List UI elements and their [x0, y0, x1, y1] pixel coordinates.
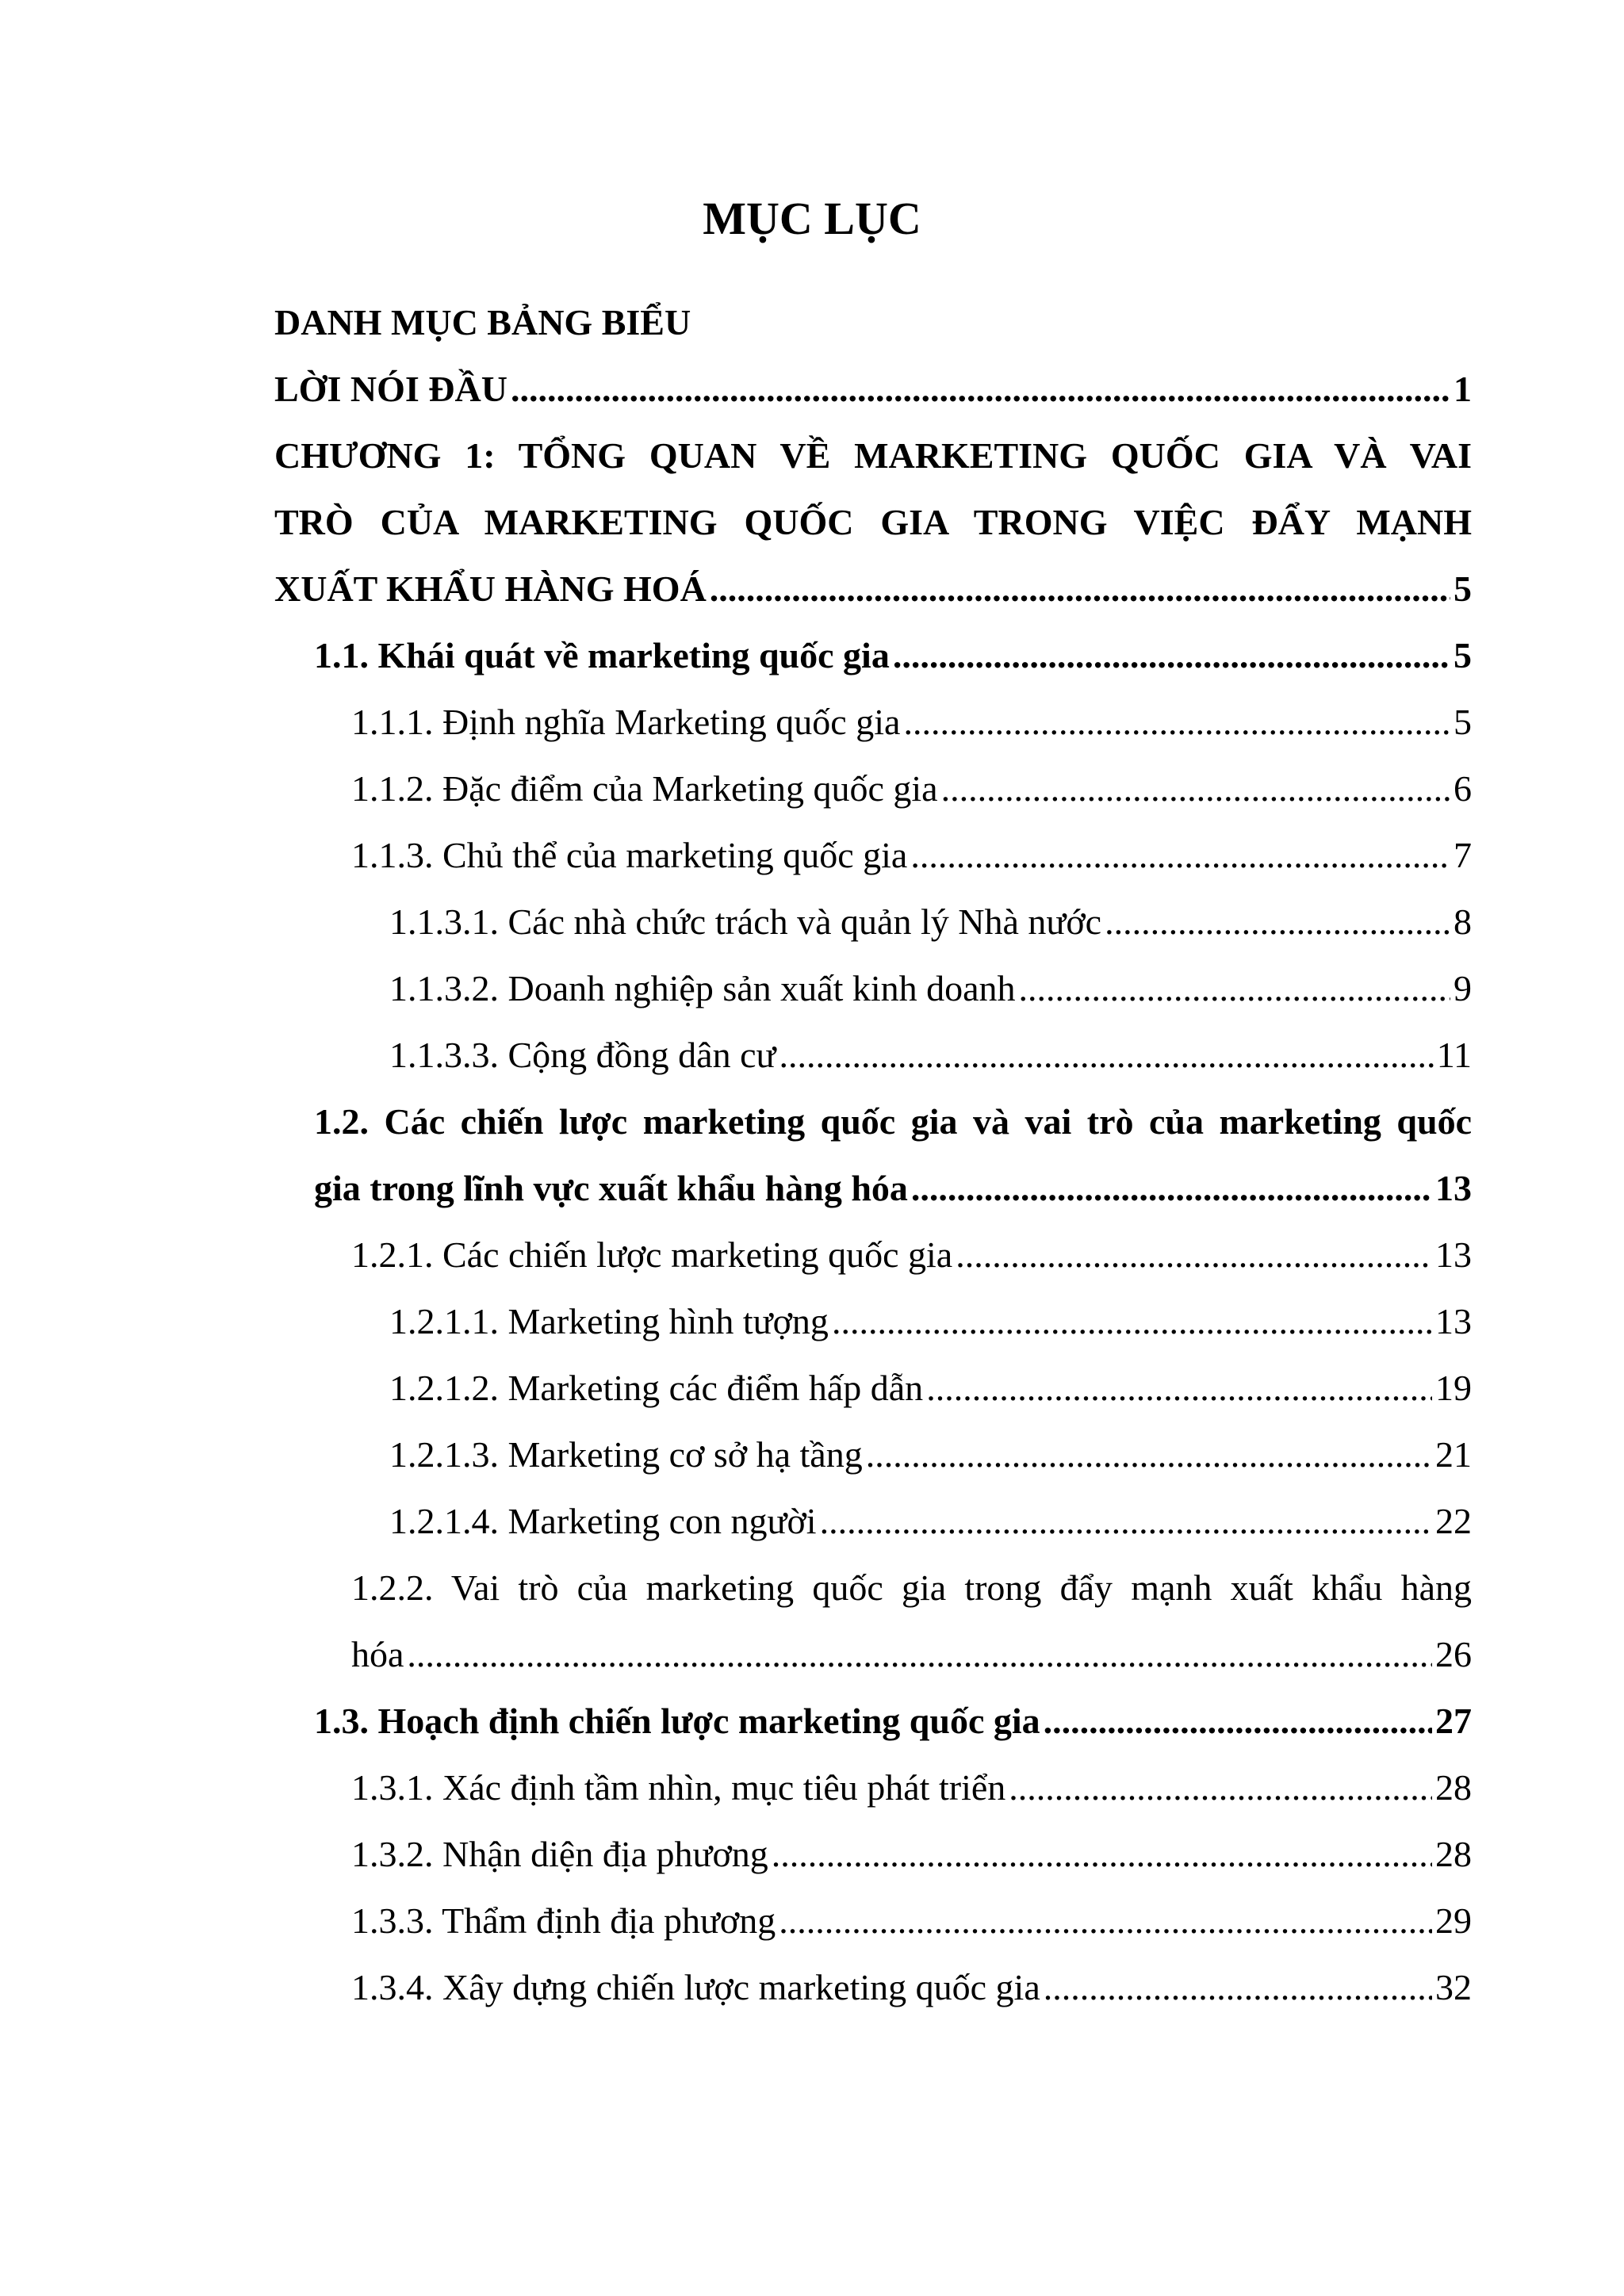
toc-dot-leader	[903, 689, 1450, 756]
toc-entry-1-1-3-3[interactable]	[389, 1022, 1472, 1089]
toc-entry-text: gia trong lĩnh vực xuất khẩu hàng hóa	[314, 1168, 908, 1208]
toc-entry-text: CHƯƠNG 1: TỔNG QUAN VỀ MARKETING QUỐC GIA VÀ VAI	[274, 435, 1472, 476]
toc-entry-text: 1.1.3. Chủ thể của marketing quốc gia	[351, 835, 908, 875]
toc-dot-leader	[832, 1288, 1432, 1355]
toc-dot-leader	[710, 556, 1450, 622]
toc-entry-1-1-1[interactable]	[351, 689, 1472, 756]
toc-entry-text: 1.1. Khái quát về marketing quốc gia	[314, 635, 890, 675]
toc-page-number: 22	[1435, 1501, 1472, 1541]
toc-page-number: 13	[1435, 1168, 1472, 1208]
toc-dot-leader	[866, 1422, 1432, 1488]
toc-entry-1-3-3[interactable]	[351, 1888, 1472, 1954]
toc-entry-1-3-1[interactable]	[351, 1755, 1472, 1821]
toc-page-number: 26	[1435, 1634, 1472, 1674]
toc-page-number: 11	[1436, 1035, 1472, 1075]
toc-dot-leader	[1009, 1755, 1432, 1821]
toc-entry-1-2-1-4[interactable]	[389, 1488, 1472, 1555]
toc-entry-text: LỜI NÓI ĐẦU	[274, 369, 508, 409]
toc-entry-text: 1.2.2. Vai trò của marketing quốc gia trong đẩy mạnh xuất khẩu hàng	[351, 1567, 1472, 1608]
toc-entry-1-2-2-line-1[interactable]	[351, 1555, 1472, 1621]
toc-title: MỤC LỤC	[703, 193, 921, 244]
toc-dot-leader	[1044, 1688, 1432, 1755]
toc-entry-preface[interactable]	[274, 356, 1472, 423]
toc-dot-leader	[1105, 889, 1450, 955]
toc-page-number: 28	[1435, 1767, 1472, 1808]
toc-entry-text: 1.3.2. Nhận diện địa phương	[351, 1834, 768, 1874]
toc-dot-leader	[941, 756, 1450, 822]
toc-dot-leader	[956, 1222, 1432, 1288]
toc-entry-list-of-tables[interactable]	[274, 289, 1472, 356]
toc-dot-leader	[911, 1155, 1432, 1222]
toc-page-number: 5	[1454, 568, 1472, 609]
toc-page-number: 13	[1435, 1234, 1472, 1275]
toc-entry-text: 1.3.1. Xác định tầm nhìn, mục tiêu phát triển	[351, 1767, 1006, 1808]
toc-page-number: 29	[1435, 1900, 1472, 1941]
toc-entry-1-3[interactable]	[314, 1688, 1472, 1755]
toc-entry-text: 1.2.1.1. Marketing hình tượng	[389, 1301, 829, 1341]
toc-entry-text: DANH MỤC BẢNG BIỂU	[274, 302, 691, 342]
toc-dot-leader	[511, 356, 1450, 423]
toc-entry-text: TRÒ CỦA MARKETING QUỐC GIA TRONG VIỆC ĐẨY MẠNH	[274, 502, 1472, 542]
toc-page-number: 32	[1435, 1967, 1472, 2007]
toc-dot-leader	[407, 1621, 1432, 1688]
toc-entry-text: 1.1.1. Định nghĩa Marketing quốc gia	[351, 702, 901, 742]
toc-entry-chapter-1-line-3[interactable]	[274, 556, 1472, 622]
toc-page-number: 8	[1454, 901, 1472, 942]
toc-dot-leader	[926, 1355, 1432, 1422]
toc-entry-text: 1.3.4. Xây dựng chiến lược marketing quốc gia	[351, 1967, 1040, 2007]
toc-page-number: 5	[1454, 635, 1472, 675]
toc-entry-text: 1.2. Các chiến lược marketing quốc gia và vai trò của marketing quốc	[314, 1101, 1472, 1142]
toc-entry-1-1-2[interactable]	[351, 756, 1472, 822]
toc-page-number: 1	[1454, 369, 1472, 409]
toc-entry-1-1-3-2[interactable]	[389, 955, 1472, 1022]
toc-entry-chapter-1-line-1[interactable]	[274, 423, 1472, 489]
toc-entry-1-1-3-1[interactable]	[389, 889, 1472, 955]
toc-entry-1-3-2[interactable]	[351, 1821, 1472, 1888]
toc-entry-1-1-3[interactable]	[351, 822, 1472, 889]
toc-dot-leader	[893, 622, 1450, 689]
toc-page-number: 5	[1454, 702, 1472, 742]
toc-page-number: 19	[1435, 1368, 1472, 1408]
toc-entry-text: 1.2.1.2. Marketing các điểm hấp dẫn	[389, 1368, 924, 1408]
toc-entry-1-2-1-3[interactable]	[389, 1422, 1472, 1488]
toc-entry-text: XUẤT KHẨU HÀNG HOÁ	[274, 568, 707, 609]
toc-dot-leader	[772, 1821, 1432, 1888]
toc-entry-1-2-1-2[interactable]	[389, 1355, 1472, 1422]
toc-entry-1-2-2-line-2[interactable]	[351, 1621, 1472, 1688]
toc-dot-leader	[1044, 1954, 1432, 2021]
toc-entry-text: hóa	[351, 1634, 404, 1674]
toc-entry-text: 1.1.3.1. Các nhà chức trách và quản lý Nhà nước	[389, 901, 1102, 942]
toc-entry-text: 1.3.3. Thẩm định địa phương	[351, 1900, 776, 1941]
toc-entry-1-2-1[interactable]	[351, 1222, 1472, 1288]
toc-entry-text: 1.2.1. Các chiến lược marketing quốc gia	[351, 1234, 953, 1275]
toc-dot-leader	[1019, 955, 1450, 1022]
toc-page-number: 13	[1435, 1301, 1472, 1341]
toc-page-number: 27	[1435, 1701, 1472, 1741]
toc-entry-1-2-1-1[interactable]	[389, 1288, 1472, 1355]
toc-entry-text: 1.3. Hoạch định chiến lược marketing quốc gia	[314, 1701, 1040, 1741]
toc-entry-1-2-line-1[interactable]	[314, 1089, 1472, 1155]
toc-dot-leader	[820, 1488, 1432, 1555]
toc-entry-text: 1.2.1.4. Marketing con người	[389, 1501, 817, 1541]
toc-entry-1-3-4[interactable]	[351, 1954, 1472, 2021]
toc-entry-chapter-1-line-2[interactable]	[274, 489, 1472, 556]
toc-entry-1-2-line-2[interactable]	[314, 1155, 1472, 1222]
toc-page-number: 28	[1435, 1834, 1472, 1874]
toc-dot-leader	[910, 822, 1450, 889]
toc-entry-text: 1.1.3.3. Cộng đồng dân cư	[389, 1035, 776, 1075]
toc-entry-text: 1.2.1.3. Marketing cơ sở hạ tầng	[389, 1434, 863, 1475]
toc-page-number: 7	[1454, 835, 1472, 875]
toc-page-number: 21	[1435, 1434, 1472, 1475]
toc-entry-text: 1.1.2. Đặc điểm của Marketing quốc gia	[351, 768, 938, 809]
toc-entry-text: 1.1.3.2. Doanh nghiệp sản xuất kinh doanh	[389, 968, 1016, 1008]
toc-page-number: 6	[1454, 768, 1472, 809]
toc-dot-leader	[779, 1022, 1433, 1089]
toc-dot-leader	[779, 1888, 1432, 1954]
toc-entry-1-1[interactable]	[314, 622, 1472, 689]
toc-page-number: 9	[1454, 968, 1472, 1008]
